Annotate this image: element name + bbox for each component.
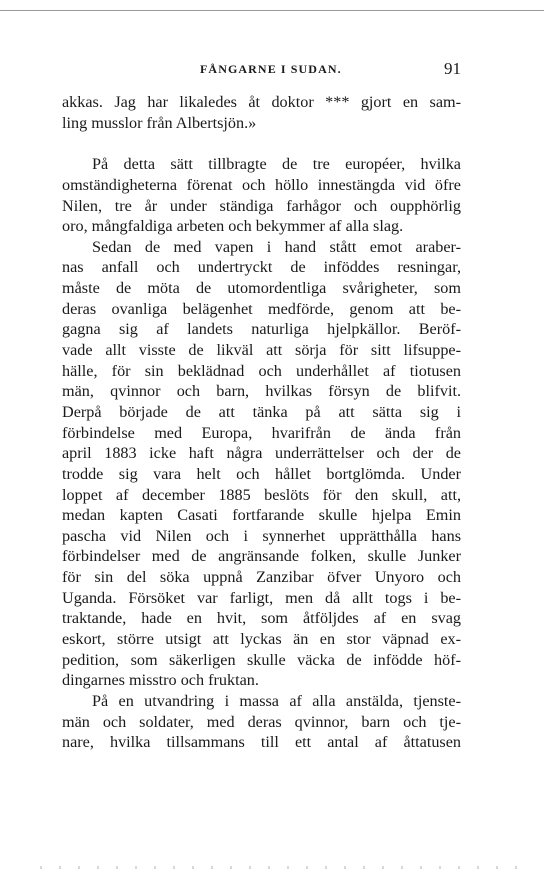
text-line: omständigheterna förenat och höllo innestängda vid öfre: [62, 175, 461, 194]
text-line: män, qvinnor och barn, hvilkas försyn de blifvit.: [62, 382, 461, 401]
text-line: pascha vid Nilen och i synnerhet upprätthålla hans: [62, 526, 461, 545]
body-text: [62, 92, 461, 753]
text-line: akkas. Jag har likaledes åt doktor *** gjort en sam-: [62, 93, 461, 111]
text-line: nare, hvilka tillsammans till ett antal af åttatusen: [62, 733, 461, 752]
text-line: Nilen, tre år under ständiga farhågor och oupphörlig: [62, 196, 461, 215]
text-line: traktande, hade en hvit, som åtföljdes af en svag: [62, 609, 461, 628]
text-line: måste de möta de utomordentliga svårigheter, som: [62, 279, 461, 298]
text-line: trodde sig vara helt och hållet bortglömda. Under: [62, 464, 461, 483]
running-head: [0, 59, 544, 82]
text-line: oro, mångfaldiga arbeten och bekymmer af alla slag.: [62, 217, 404, 236]
top-rule: [0, 10, 544, 11]
running-title: FÅNGARNE I SUDAN.: [200, 62, 342, 76]
text-line: Uganda. Försöket var farligt, men då allt togs i be-: [62, 588, 461, 607]
text-line: loppet af december 1885 beslöts för den skull, att,: [62, 485, 461, 504]
text-line: april 1883 icke haft några underrättelser och der de: [62, 444, 461, 463]
text-line: förbindelse med Europa, hvarifrån de ända från: [62, 423, 461, 442]
paragraph-gap: [62, 133, 461, 154]
text-line: medan kapten Casati fortfarande skulle hjelpa Emin: [62, 506, 461, 525]
text-line: hälle, för sin beklädnad och underhållet af tiotusen: [62, 361, 461, 380]
text-line: dingarnes misstro och fruktan.: [62, 671, 259, 690]
text-line: nas anfall och undertryckt de inföddes resningar,: [62, 258, 461, 277]
text-line: eskort, större utsigt att lyckas än en stor väpnad ex-: [62, 630, 461, 649]
text-line: På detta sätt tillbragte de tre européer, hvilka: [92, 155, 461, 174]
page-edge-specks: [40, 866, 520, 869]
text-line: deras ovanliga belägenhet medförde, genom att be-: [62, 299, 461, 318]
text-line: pedition, som säkerligen skulle väcka de infödde höf-: [62, 650, 461, 669]
text-line: Derpå började de att tänka på att sätta sig i: [62, 402, 461, 421]
text-line: vade allt visste de likväl att sörja för sitt lifsuppe-: [62, 341, 461, 360]
text-line: gagna sig af landets naturliga hjelpkällor. Beröf-: [62, 320, 461, 339]
text-line: ling musslor från Albertsjön.»: [62, 113, 257, 132]
text-line: män och soldater, med deras qvinnor, barn och tje-: [62, 712, 461, 731]
text-line: Sedan de med vapen i hand stått emot araber-: [92, 237, 461, 256]
text-line: På en utvandring i massa af alla anstälda, tjenste-: [92, 691, 461, 710]
text-line: förbindelser med de angränsande folken, skulle Junker: [62, 547, 461, 566]
text-line: för sin del söka uppnå Zanzibar öfver Unyoro och: [62, 568, 461, 587]
page-number: 91: [444, 59, 461, 78]
